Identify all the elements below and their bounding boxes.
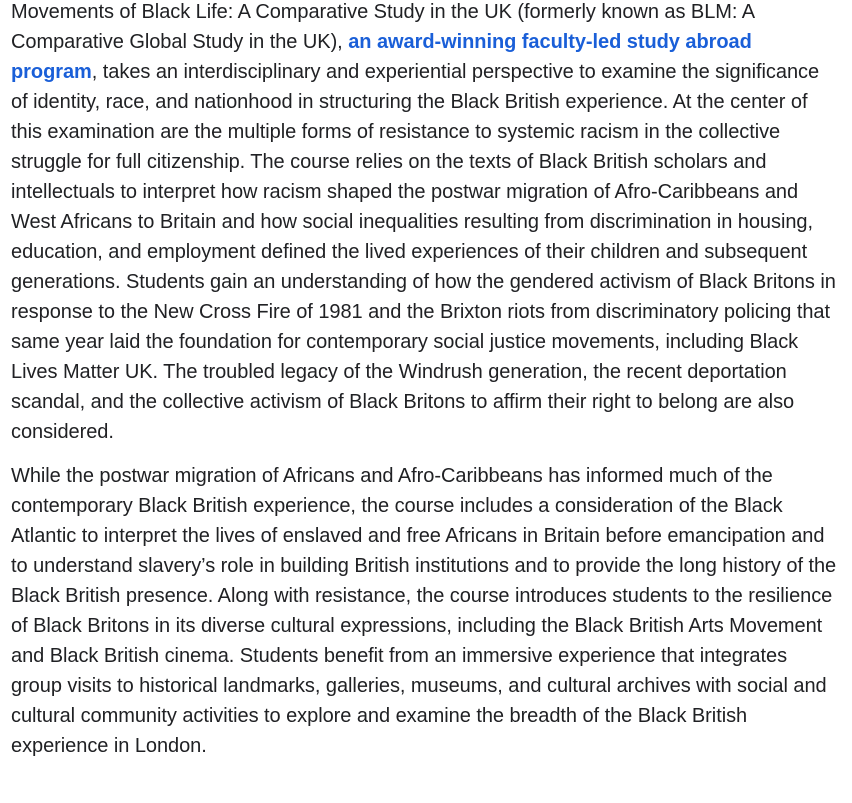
paragraph-1-intro-text: Movements of Black Life: A Comparative Study in the UK (formerly known as BLM: A Comparative Global Study in the UK), — [11, 1, 754, 53]
paragraph-course-scope: While the postwar migration of Africans and Afro-Caribbeans has informed much of the contemporary Black British experience, the course includes a consideration of the Black Atlantic to interpret the lives of enslaved and free Africans in Britain before emancipation and to understand slavery’s role in building British institutions and to provide the long history of the Black British presence. Along with resistance, the course introduces students to the resilience of Black Britons in its diverse cultural expressions, including the Black British Arts Movement and Black British cinema. Students benefit from an immersive experience that integrates group visits to historical landmarks, galleries, museums, and cultural archives with social and cultural community activities to explore and examine the breadth of the Black British experience in London. — [11, 465, 837, 757]
award-winning-program-link[interactable]: an award-winning faculty-led study abroad program — [11, 31, 752, 83]
paragraph-program-overview — [11, 0, 841, 447]
paragraph-1-body-text: , takes an interdisciplinary and experiential perspective to examine the significance of identity, race, and nationhood in structuring the Black British experience. At the center of this examination are the multiple forms of resistance to systemic racism in the collective struggle for full citizenship. The course relies on the texts of Black British scholars and intellectuals to interpret how racism shaped the postwar migration of Afro-Caribbeans and West Africans to Britain and how social inequalities resulting from discrimination in housing, education, and employment defined the lived experiences of their children and subsequent generations. Students gain an understanding of how the gendered activism of Black Britons in response to the New Cross Fire of 1981 and the Brixton riots from discriminatory policing that same year laid the foundation for contemporary social justice movements, including Black Lives Matter UK. The troubled legacy of the Windrush generation, the recent deportation scandal, and the collective activism of Black Britons to affirm their right to belong are also considered. — [11, 61, 836, 443]
